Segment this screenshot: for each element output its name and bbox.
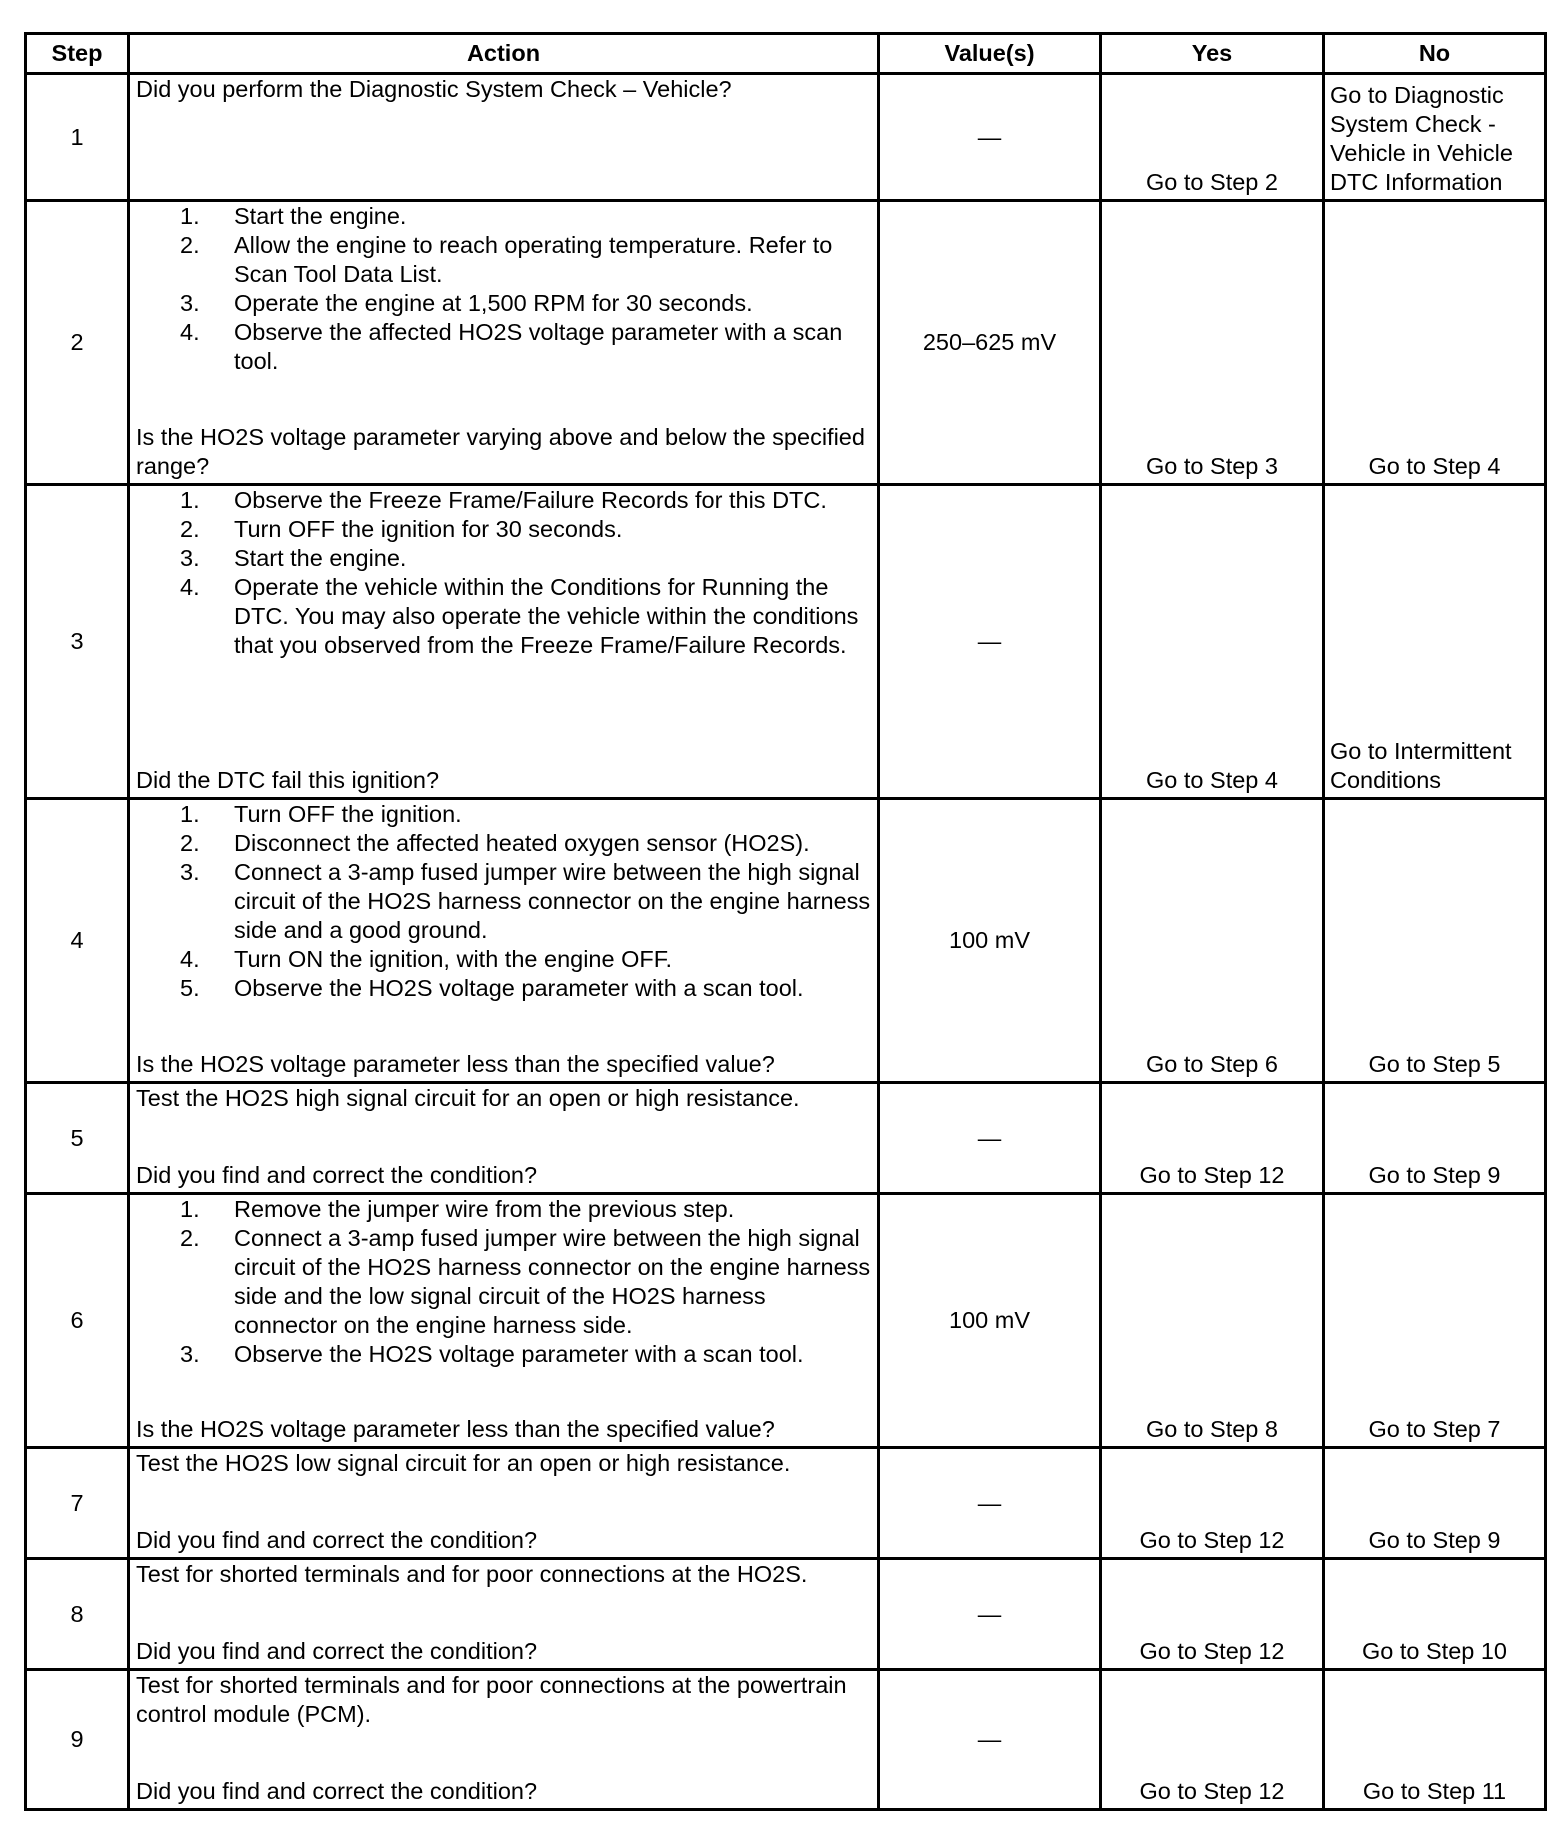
item-text: Connect a 3-amp fused jumper wire between the high signal circuit of the HO2S harness connector on the engine harness side and a good ground. xyxy=(234,859,871,943)
action-content xyxy=(136,1560,871,1666)
instruction-list xyxy=(136,1195,871,1369)
list-item xyxy=(136,945,871,974)
list-item xyxy=(136,318,871,376)
item-number: 2. xyxy=(180,232,200,258)
instruction-list xyxy=(136,800,871,1003)
step-number: 4 xyxy=(26,799,129,1083)
action-cell xyxy=(129,1559,879,1670)
table-row xyxy=(26,1559,1546,1670)
no-cell: Go to Intermittent Conditions xyxy=(1324,485,1546,799)
item-text: Disconnect the affected heated oxygen sensor (HO2S). xyxy=(234,830,810,856)
item-number: 2. xyxy=(180,1225,200,1251)
list-item xyxy=(136,1224,871,1340)
action-text: Test the HO2S high signal circuit for an open or high resistance. xyxy=(136,1085,800,1111)
no-cell: Go to Step 11 xyxy=(1324,1670,1546,1810)
item-text: Start the engine. xyxy=(234,545,407,571)
list-item xyxy=(136,573,871,660)
action-text: Test the HO2S low signal circuit for an open or high resistance. xyxy=(136,1450,791,1476)
list-item xyxy=(136,829,871,858)
table-row xyxy=(26,799,1546,1083)
no-cell: Go to Step 10 xyxy=(1324,1559,1546,1670)
action-question: Is the HO2S voltage parameter less than the specified value? xyxy=(136,1051,775,1077)
table-row xyxy=(26,201,1546,485)
action-cell xyxy=(129,485,879,799)
step-number: 6 xyxy=(26,1194,129,1448)
list-item xyxy=(136,544,871,573)
item-number: 2. xyxy=(180,830,200,856)
list-item xyxy=(136,1195,871,1224)
header-values: Value(s) xyxy=(879,34,1101,74)
table-row xyxy=(26,1670,1546,1810)
action-text: Did you perform the Diagnostic System Check – Vehicle? xyxy=(136,76,732,102)
table-row xyxy=(26,1083,1546,1194)
action-content xyxy=(136,1084,871,1190)
step-number: 1 xyxy=(26,74,129,201)
list-item xyxy=(136,858,871,945)
action-cell xyxy=(129,1670,879,1810)
item-text: Operate the vehicle within the Conditions for Running the DTC. You may also operate the vehicle within the conditions that you observed from the Freeze Frame/Failure Records. xyxy=(234,574,859,658)
value-cell: — xyxy=(879,74,1101,201)
value-cell: — xyxy=(879,1448,1101,1559)
step-number: 9 xyxy=(26,1670,129,1810)
item-text: Observe the HO2S voltage parameter with a scan tool. xyxy=(234,975,804,1001)
list-item xyxy=(136,289,871,318)
table-row xyxy=(26,74,1546,201)
yes-cell: Go to Step 2 xyxy=(1101,74,1324,201)
step-number: 5 xyxy=(26,1083,129,1194)
list-item xyxy=(136,1340,871,1369)
header-action: Action xyxy=(129,34,879,74)
value-cell: — xyxy=(879,1083,1101,1194)
value-cell: 100 mV xyxy=(879,799,1101,1083)
item-text: Observe the affected HO2S voltage parameter with a scan tool. xyxy=(234,319,843,374)
table-row xyxy=(26,1194,1546,1448)
yes-cell: Go to Step 4 xyxy=(1101,485,1324,799)
list-item xyxy=(136,486,871,515)
action-question: Did you find and correct the condition? xyxy=(136,1638,538,1664)
action-content xyxy=(136,486,871,795)
action-cell xyxy=(129,201,879,485)
action-text: Test for shorted terminals and for poor connections at the HO2S. xyxy=(136,1561,808,1587)
header-yes: Yes xyxy=(1101,34,1324,74)
action-cell xyxy=(129,799,879,1083)
instruction-list xyxy=(136,202,871,376)
yes-cell: Go to Step 12 xyxy=(1101,1083,1324,1194)
value-cell: — xyxy=(879,1670,1101,1810)
list-item xyxy=(136,231,871,289)
item-text: Operate the engine at 1,500 RPM for 30 seconds. xyxy=(234,290,753,316)
item-number: 1. xyxy=(180,801,200,827)
item-number: 4. xyxy=(180,574,200,600)
list-item xyxy=(136,800,871,829)
action-question: Did you find and correct the condition? xyxy=(136,1778,538,1804)
header-no: No xyxy=(1324,34,1546,74)
item-text: Allow the engine to reach operating temperature. Refer to Scan Tool Data List. xyxy=(234,232,833,287)
no-cell: Go to Step 4 xyxy=(1324,201,1546,485)
action-cell xyxy=(129,1448,879,1559)
item-number: 2. xyxy=(180,516,200,542)
step-number: 7 xyxy=(26,1448,129,1559)
item-number: 4. xyxy=(180,946,200,972)
yes-cell: Go to Step 3 xyxy=(1101,201,1324,485)
action-content xyxy=(136,1449,871,1555)
action-content xyxy=(136,202,871,481)
item-number: 3. xyxy=(180,545,200,571)
no-cell: Go to Step 7 xyxy=(1324,1194,1546,1448)
list-item xyxy=(136,974,871,1003)
list-item xyxy=(136,202,871,231)
action-content xyxy=(136,1671,871,1806)
diagnostic-table xyxy=(24,32,1547,1811)
value-cell: — xyxy=(879,1559,1101,1670)
item-number: 3. xyxy=(180,859,200,885)
header-step: Step xyxy=(26,34,129,74)
instruction-list xyxy=(136,486,871,660)
action-content xyxy=(136,800,871,1079)
action-question: Did you find and correct the condition? xyxy=(136,1162,538,1188)
action-cell xyxy=(129,1083,879,1194)
item-text: Turn OFF the ignition. xyxy=(234,801,462,827)
header-row xyxy=(26,34,1546,74)
action-text: Test for shorted terminals and for poor connections at the powertrain control module (PCM). xyxy=(136,1672,847,1727)
item-text: Observe the HO2S voltage parameter with a scan tool. xyxy=(234,1341,804,1367)
no-cell: Go to Step 9 xyxy=(1324,1083,1546,1194)
item-text: Remove the jumper wire from the previous step. xyxy=(234,1196,735,1222)
step-number: 8 xyxy=(26,1559,129,1670)
yes-cell: Go to Step 12 xyxy=(1101,1670,1324,1810)
value-cell: 250–625 mV xyxy=(879,201,1101,485)
step-number: 3 xyxy=(26,485,129,799)
item-number: 1. xyxy=(180,203,200,229)
action-cell xyxy=(129,74,879,201)
item-number: 4. xyxy=(180,319,200,345)
action-content xyxy=(136,1195,871,1444)
step-number: 2 xyxy=(26,201,129,485)
item-text: Turn OFF the ignition for 30 seconds. xyxy=(234,516,623,542)
item-text: Turn ON the ignition, with the engine OFF. xyxy=(234,946,673,972)
no-cell: Go to Step 9 xyxy=(1324,1448,1546,1559)
action-question: Did the DTC fail this ignition? xyxy=(136,767,440,793)
yes-cell: Go to Step 12 xyxy=(1101,1448,1324,1559)
item-text: Connect a 3-amp fused jumper wire between the high signal circuit of the HO2S harness connector on the engine harness side and the low signal circuit of the HO2S harness connector on the engine harness side. xyxy=(234,1225,871,1338)
yes-cell: Go to Step 6 xyxy=(1101,799,1324,1083)
action-cell xyxy=(129,1194,879,1448)
yes-cell: Go to Step 12 xyxy=(1101,1559,1324,1670)
item-text: Observe the Freeze Frame/Failure Records for this DTC. xyxy=(234,487,827,513)
yes-cell: Go to Step 8 xyxy=(1101,1194,1324,1448)
action-question: Did you find and correct the condition? xyxy=(136,1527,538,1553)
action-question: Is the HO2S voltage parameter less than the specified value? xyxy=(136,1416,775,1442)
action-question: Is the HO2S voltage parameter varying above and below the specified range? xyxy=(136,424,865,479)
item-number: 1. xyxy=(180,1196,200,1222)
table-row xyxy=(26,485,1546,799)
no-cell: Go to Diagnostic System Check - Vehicle in Vehicle DTC Information xyxy=(1324,74,1546,201)
item-number: 5. xyxy=(180,975,200,1001)
list-item xyxy=(136,515,871,544)
item-text: Start the engine. xyxy=(234,203,407,229)
item-number: 3. xyxy=(180,290,200,316)
table-row xyxy=(26,1448,1546,1559)
value-cell: 100 mV xyxy=(879,1194,1101,1448)
value-cell: — xyxy=(879,485,1101,799)
no-cell: Go to Step 5 xyxy=(1324,799,1546,1083)
item-number: 1. xyxy=(180,487,200,513)
item-number: 3. xyxy=(180,1341,200,1367)
